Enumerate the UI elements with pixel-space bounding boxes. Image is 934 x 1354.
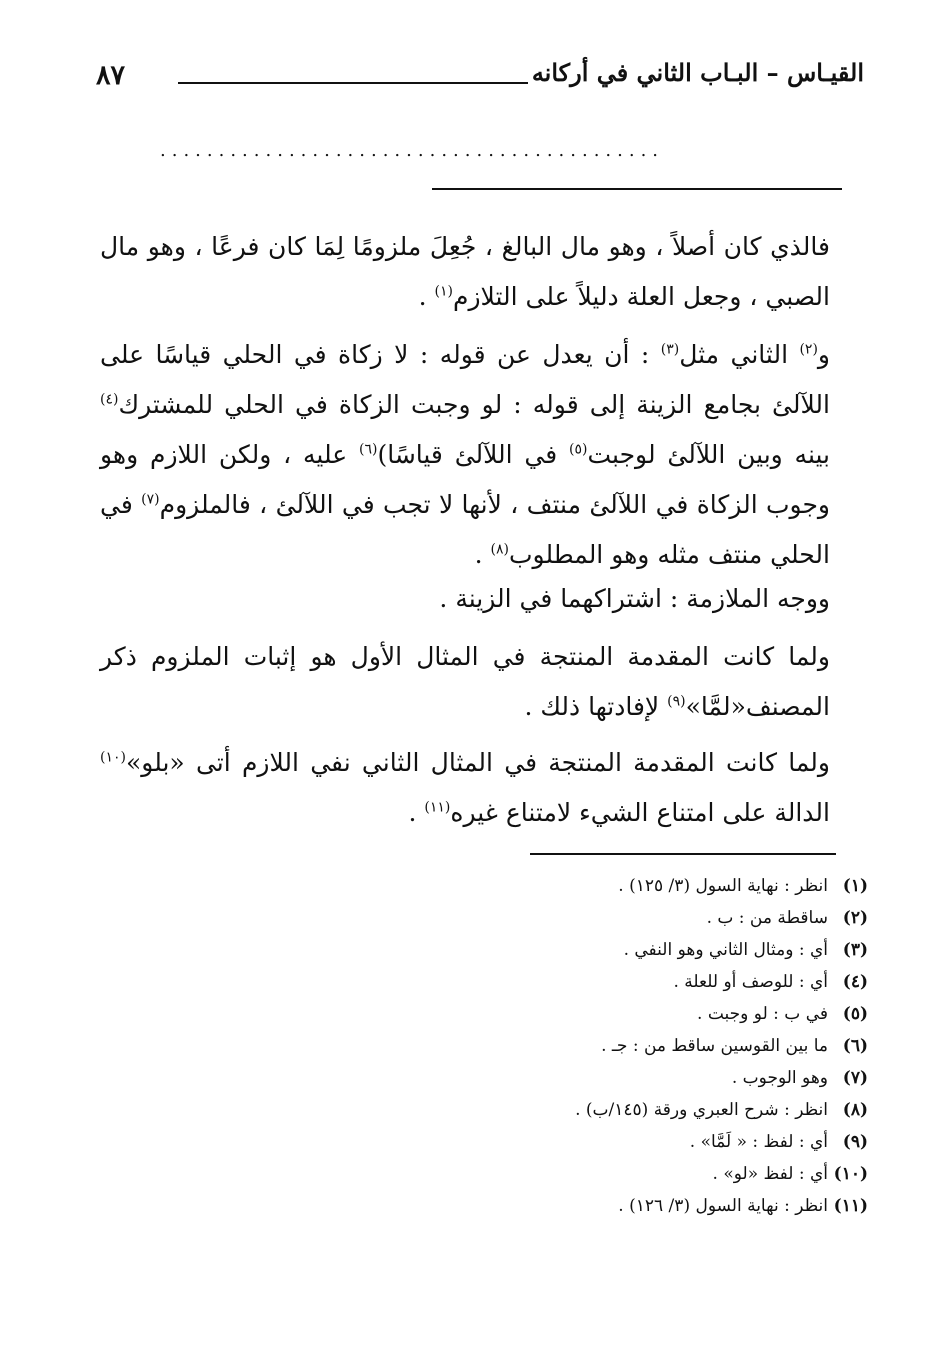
paragraph-text: . [408,798,425,827]
footnote-text: أي : للوصف أو للعلة . [673,972,828,992]
footnote-ref[interactable]: (٧) [141,491,160,508]
header-rule [178,82,528,84]
paragraph-text: . [474,540,491,569]
paragraph-text: ولما كانت المقدمة المنتجة في المثال الأول هو إثبات الملزوم ذكر المصنف«لمَّا» [100,642,830,721]
footnote-number: (٦) [842,1036,868,1056]
footnote-ref[interactable]: (٩) [667,693,686,710]
paragraph-text: ووجه الملازمة : اشتراكهما في الزينة . [439,584,830,613]
running-header-title: القيـاس – البـاب الثاني في أركانه [531,58,864,87]
paragraph-text: لإفادتها ذلك . [524,692,668,721]
footnote-text: أي : لفظ : « لَمَّا» . [689,1132,828,1152]
paragraph-1 [100,222,830,322]
footnote-ref[interactable]: (٨) [490,541,509,558]
paragraph-4 [100,632,830,732]
footnote-item [308,1030,868,1062]
footnote-item [308,1094,868,1126]
footnote-text: أي : لفظ «لو» . [712,1164,828,1184]
footnote-separator [530,853,836,855]
footnote-item [308,1158,868,1190]
footnote-number: (٨) [842,1100,868,1120]
footnote-text: أي : ومثال الثاني وهو النفي . [623,940,828,960]
paragraph-text: في اللآلئ قياسًا) [377,440,570,469]
footnote-text: انظر : نهاية السول (٣/ ١٢٦) . [618,1196,828,1216]
footnote-number: (٣) [842,940,868,960]
footnote-text: في ب : لو وجبت . [697,1004,828,1024]
footnote-number: (٢) [842,908,868,928]
footnote-number: (١) [842,876,868,896]
page-number: ٨٧ [96,60,126,91]
section-rule [432,188,842,190]
ellipsis-line: ........................................... [160,140,665,161]
footnote-number: (٤) [842,972,868,992]
footnote-number: (٧) [842,1068,868,1088]
paragraph-text: فالذي كان أصلاً ، وهو مال البالغ ، جُعِلَ ملزومًا لِمَا كان فرعًا ، وهو مال الصبي ، وجعل العلة دليلاً على التلازم [100,232,830,311]
paragraph-text: عليه ، ولكن اللازم وهو وجوب الزكاة في اللآلئ منتف ، لأنها لا تجب في اللآلئ ، فالملزوم [100,440,830,519]
paragraph-text: في الحلي منتف مثله وهو المطلوب [100,490,830,569]
paragraph-text: الدالة على امتناع الشيء لامتناع غيره [450,798,830,827]
footnote-ref[interactable]: (١٠) [100,749,126,766]
paragraph-text: ولما كانت المقدمة المنتجة في المثال الثاني نفي اللازم أتى «بلو» [125,748,830,777]
footnote-number: (١١) [833,1196,868,1216]
footnote-item [308,1062,868,1094]
footnote-item [308,1126,868,1158]
footnote-item [308,934,868,966]
footnote-number: (٩) [842,1132,868,1152]
paragraph-text: : أن يعدل عن قوله : لا زكاة في الحلي قياسًا على اللآلئ بجامع الزينة إلى قوله : لو وجبت الزكاة في الحلي للمشترك [100,340,830,419]
footnote-ref[interactable]: (١) [434,283,453,300]
footnote-ref[interactable]: (٥) [569,441,588,458]
footnote-item [308,966,868,998]
footnote-text: ما بين القوسين ساقط من : جـ . [601,1036,828,1056]
paragraph-text: . [418,282,435,311]
footnote-ref[interactable]: (٦) [358,441,378,458]
footnote-ref[interactable]: (٣) [660,341,680,358]
paragraph-2 [100,330,830,580]
footnote-text: ساقطة من : ب . [706,908,828,928]
paragraph-5 [100,738,830,838]
paragraph-text: و [817,340,830,369]
footnote-item [308,870,868,902]
footnote-ref[interactable]: (٤) [100,391,119,408]
footnote-ref[interactable]: (١١) [424,799,451,816]
footnotes-list [308,870,868,1222]
footnote-text: انظر : نهاية السول (٣/ ١٢٥) . [618,876,828,896]
footnote-item [308,902,868,934]
paragraph-text: الثاني مثل [679,340,800,369]
footnote-item [308,998,868,1030]
footnote-ref[interactable]: (٢) [799,341,818,358]
footnote-number: (١٠) [833,1164,868,1184]
paragraph-text: بينه وبين اللآلئ لوجبت [587,440,830,469]
footnote-text: انظر : شرح العبري ورقة (١٤٥/ب) . [575,1100,828,1120]
footnote-item [308,1190,868,1222]
paragraph-3 [100,574,830,624]
footnote-number: (٥) [842,1004,868,1024]
footnote-text: وهو الوجوب . [731,1068,828,1088]
